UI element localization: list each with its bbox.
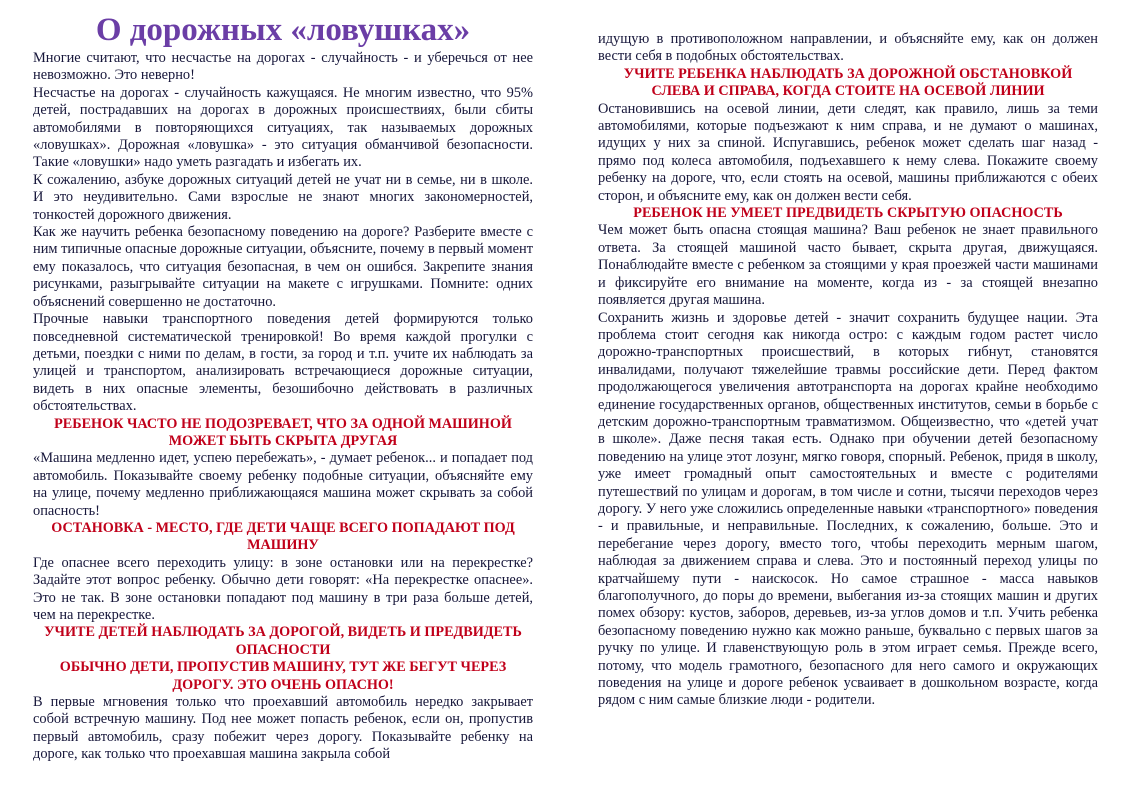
left-column-text [33,50,533,764]
section-heading: УЧИТЕ ДЕТЕЙ НАБЛЮДАТЬ ЗА ДОРОГОЙ, ВИДЕТЬ И ПРЕДВИДЕТЬ ОПАСНОСТИ [44,624,522,658]
right-column [598,0,1098,710]
paragraph: Остановившись на осевой линии, дети следят, как правило, лишь за теми автомобилями, которые подъезжают к ним справа, и не думают о машинах, идущих у них за спиной. Испугавшись, ребенок может сделать шаг назад - прямо под колеса автомобиля, подъехавшего к нему слева. Покажите своему ребенку на дороге, что, если стоять на осевой, машины приближаются с обеих сторон, и объясните ему, как он должен вести себя. [598,100,1098,204]
page-title: О дорожных «ловушках» [95,12,471,48]
section-heading: РЕБЕНОК НЕ УМЕЕТ ПРЕДВИДЕТЬ СКРЫТУЮ ОПАСНОСТЬ [633,205,1063,222]
section-heading: ОСТАНОВКА - МЕСТО, ГДЕ ДЕТИ ЧАЩЕ ВСЕГО ПОПАДАЮТ ПОД МАШИНУ [51,519,515,554]
paragraph: Многие считают, что несчастье на дорогах - случайность - и уберечься от нее невозможно. Это неверно! [33,50,533,84]
left-column [33,0,533,764]
paragraph: К сожалению, азбуке дорожных ситуаций детей не учат ни в семье, ни в школе. И это неудивительно. Сами взрослые не знают многих закономерностей, тонкостей дорожного движения. [33,171,533,223]
paragraph: Сохранить жизнь и здоровье детей - значит сохранить будущее нации. Эта проблема стоит сегодня как никогда остро: с каждым годом растет число дорожно-транспортных происшествий, в которых гибнут, становятся инвалидами, получают тяжелейшие травмы российские дети. Перед фактом продолжающегося увеличения автотранспорта на дорогах крайне необходимо единение государственных органов, общественных институтов, семьи в борьбе с детским дорожно-транспортным травматизмом. Общеизвестно, что «детей учат в школе». Даже песня такая есть. Однако при обучении детей безопасному поведению на улице этот лозунг, мягко говоря, спорный. Ребенок, придя в школу, уже имеет громадный опыт самостоятельных и вместе с родителями путешествий по улицам и дорогам, в том числе и сотни, тысячи переходов через дорогу. У него уже сложились определенные навыки «транспортного» поведения - и правильные, и неправильные. Последних, к сожалению, больше. Это и перебегание через дорогу, вместо того, чтобы переходить мерным шагом, наблюдая за движением справа и слева. Это и постоянный переход улицы по кратчайшему пути - наискосок. Но самое страшное - масса навыков благополучного, до поры до времени, выбегания из-за стоящих машин и других помех обзору: кустов, заборов, деревьев, из-за углов домов и т.п. Учить ребенка безопасному поведению нужно как можно раньше, буквально с первых шагов за ручку по улице. И главенствующую роль в этом играет семья. Прежде всего, потому, что модель грамотного, безопасного для него самого и окружающих поведения на улице и дороге ребенок усваивает в дошкольном возрасте, когда рядом с ним самые близкие люди - родители. [598,309,1098,709]
paragraph: Где опаснее всего переходить улицу: в зоне остановки или на перекрестке? Задайте этот вопрос ребенку. Обычно дети говорят: «На перекрестке опаснее». Это не так. В зоне остановки попадают под машину в три раза больше детей, чем на перекрестке. [33,554,533,623]
paragraph: Прочные навыки транспортного поведения детей формируются только повседневной систематической тренировкой! Во время каждой прогулки с детьми, поездки с ними по делам, в гости, за город и т.п. учите их наблюдать за улицей и транспортом, анализировать встречающиеся дорожные ситуации, видеть в них опасные элементы, безошибочно действовать в различных обстоятельствах. [33,311,533,415]
paragraph: Чем может быть опасна стоящая машина? Ваш ребенок не знает правильного ответа. За стоящей машиной часто бывает, скрыта другая, движущаяся. Понаблюдайте вместе с ребенком за стоящими у края проезжей части машинами и фиксируйте его внимание на моменте, когда из - за стоящей внезапно появляется другая машина. [598,222,1098,309]
paragraph: Несчастье на дорогах - случайность кажущаяся. Не многим известно, что 95% детей, пострадавших на дорогах в дорожных происшествиях, были сбиты автомобилями в повторяющихся ситуациях, так называемых дорожных «ловушках». Дорожная «ловушка» - это ситуация обманчивой безопасности. Такие «ловушки» надо уметь разгадать и избегать их. [33,84,533,171]
section-heading: УЧИТЕ РЕБЕНКА НАБЛЮДАТЬ ЗА ДОРОЖНОЙ ОБСТАНОВКОЙ СЛЕВА И СПРАВА, КОГДА СТОИТЕ НА ОСЕВОЙ ЛИНИИ [623,65,1073,100]
paragraph: Как же научить ребенка безопасному поведению на дороге? Разберите вместе с ним типичные опасные дорожные ситуации, объясните, почему в первый момент ему показалось, что ситуация безопасная, в чем он ошибся. Закрепите знания рисунками, разыгрывайте ситуации на макете с игрушками. Помните: одних объяснений совершенно не достаточно. [33,224,533,310]
paragraph: В первые мгновения только что проехавший автомобиль нередко закрывает собой встречную машину. Под нее может попасть ребенок, если он, пропустив первый автомобиль, сразу побежит через дорогу. Показывайте ребенку на дороге, как только что проехавшая машина закрыла собой [33,694,533,763]
right-column-text [598,31,1098,710]
section-heading: ОБЫЧНО ДЕТИ, ПРОПУСТИВ МАШИНУ, ТУТ ЖЕ БЕГУТ ЧЕРЕЗ ДОРОГУ. ЭТО ОЧЕНЬ ОПАСНО! [59,659,507,693]
section-heading: РЕБЕНОК ЧАСТО НЕ ПОДОЗРЕВАЕТ, ЧТО ЗА ОДНОЙ МАШИНОЙ МОЖЕТ БЫТЬ СКРЫТА ДРУГАЯ [54,415,512,449]
paragraph: идущую в противоположном направлении, и объясняйте ему, как он должен вести себя в подобных обстоятельствах. [598,31,1098,65]
paragraph: «Машина медленно идет, успею перебежать», - думает ребенок... и попадает под автомобиль. Показывайте своему ребенку подобные ситуации, объясняйте ему на улице, почему медленно приближающаяся машина может скрывать за собой опасность! [33,450,533,519]
